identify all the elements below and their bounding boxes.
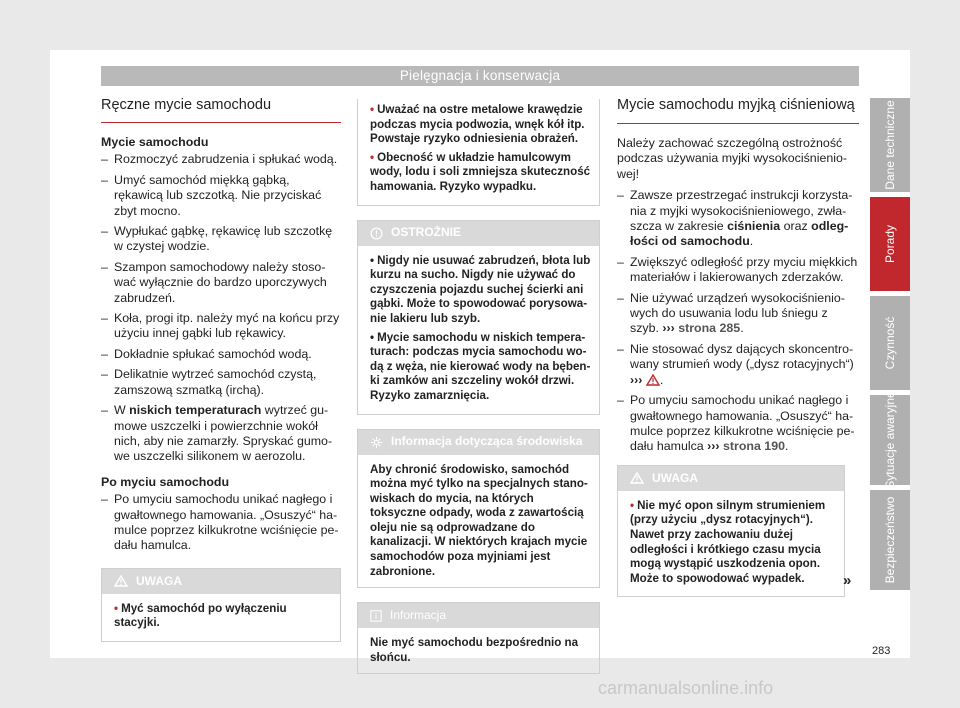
- tab-porady[interactable]: [870, 197, 910, 291]
- list-item: – Po umyciu samochodu unikać nagłego i gwałtownego hamowania. „Osuszyć“ hamulce poprzez kilkukrotne wciśnięcie pedału hamulca.: [101, 492, 341, 554]
- text-part: wytrzeć gumowe uszczelki i powierzchnie wokół nich, aby nie zamarzły. Spryskać gumowe uszczelki silikonem w aerozolu.: [114, 403, 333, 464]
- column-middle: [357, 99, 600, 674]
- caution-text: Nigdy nie usuwać zabrudzeń, błota lub kurzu na sucho. Nigdy nie używać do czyszczenia pojazdu suchej ścierki ani gąbki. Może to spowodować porysowanie lakieru lub szyb.: [370, 253, 591, 325]
- caution-circle-icon: [370, 227, 383, 240]
- list-item: [617, 188, 859, 250]
- cross-reference-arrow: ›››: [630, 372, 643, 387]
- warning-box: [101, 568, 341, 642]
- list-item: – Koła, progi itp. należy myć na końcu przy użyciu innej gąbki lub rękawicy.: [101, 311, 341, 342]
- warning-box-header: [102, 569, 340, 594]
- tab-bezpieczenstwo[interactable]: [870, 490, 910, 590]
- tab-sytuacje-awaryjne[interactable]: [870, 391, 910, 489]
- info-icon: [370, 610, 382, 622]
- list-item: – Rozmoczyć zabrudzenia i spłukać wodą.: [101, 152, 341, 167]
- continue-arrow-icon: »: [843, 572, 852, 589]
- text-part: W: [114, 403, 130, 418]
- warning-box: [617, 465, 845, 598]
- text-part: Nie używać urządzeń wysokociśnieniowych do usuwania lodu lub śniegu z szyb.: [630, 290, 845, 336]
- subheading-car-wash: Mycie samochodu: [101, 135, 209, 149]
- warning-box-body: [358, 99, 599, 205]
- tab-label: Bezpieczeństwo: [883, 496, 897, 584]
- page-reference-link[interactable]: strona 190: [719, 439, 785, 454]
- warning-triangle-icon: [114, 575, 128, 587]
- tab-dane-techniczne[interactable]: [870, 98, 910, 192]
- warning-box-continued: [357, 99, 600, 206]
- info-label: Informacja: [390, 608, 447, 623]
- warning-item: [114, 602, 332, 631]
- watermark: carmanualsonline.info: [598, 678, 774, 698]
- page-number: 283: [872, 645, 891, 657]
- environment-box-body: Aby chronić środowisko, samochód można myć tylko na specjalnych stanowiskach do mycia, na których toksyczne odpady, woda z zawartością oleju nie są odprowadzane do kanalizacji. W niektórych krajach mycie samochodów poza myjniami jest zabronione.: [370, 462, 588, 578]
- bullet-icon: •: [370, 253, 375, 267]
- warning-item: [370, 103, 591, 147]
- text-part: .: [784, 439, 789, 454]
- warning-label: UWAGA: [652, 470, 698, 485]
- warning-label: UWAGA: [136, 573, 182, 588]
- warning-box-header: [618, 466, 844, 491]
- info-box-header: [358, 603, 599, 628]
- text-part: Zawsze przestrzegać instrukcji korzystania z myjki wysokociśnieniowego, zwłaszcza w zakresie: [630, 188, 853, 234]
- bullet-icon: •: [370, 150, 375, 164]
- cross-reference-arrow: ›››: [662, 321, 675, 336]
- warning-item: [370, 151, 591, 195]
- warning-item: [630, 499, 836, 587]
- info-box: [357, 602, 600, 674]
- list-item: – Umyć samochód miękką gąbką, rękawicą lub szczotką. Nie przyciskać zbyt mocno.: [101, 173, 341, 219]
- caution-item: [370, 331, 591, 404]
- environment-box-header: [358, 430, 599, 455]
- list-item: – Zwiększyć odległość przy myciu miękkich materiałów i lakierowanych zderzaków.: [617, 255, 859, 286]
- list-item: [617, 342, 859, 388]
- text-part: .: [749, 234, 754, 249]
- warning-box-body: [618, 491, 844, 597]
- page-reference-link[interactable]: strona 285: [674, 321, 741, 336]
- after-wash-list: [101, 492, 341, 554]
- bullet-icon: •: [370, 330, 375, 344]
- warning-triangle-icon: [630, 472, 644, 484]
- list-item: – Delikatnie wytrzeć samochód czystą, zamszową szmatką (irchą).: [101, 367, 341, 398]
- subheading-after-wash: Po myciu samochodu: [101, 474, 230, 489]
- bullet-icon: •: [630, 498, 635, 512]
- wash-steps-list: [101, 152, 341, 464]
- caution-label: OSTROŻNIE: [391, 225, 462, 240]
- section-title-manual-wash: Ręczne mycie samochodu: [101, 96, 341, 123]
- caution-box-body: [358, 246, 599, 414]
- column-right: [617, 96, 859, 597]
- tab-czynnosc[interactable]: [870, 296, 910, 390]
- pressure-wash-list: [617, 188, 859, 455]
- tab-label: Dane techniczne: [883, 100, 897, 190]
- warning-text: Nie myć opon silnym strumieniem (przy użyciu „dysz rotacyjnych“). Nawet przy zachowaniu dużej odległości i krótkiego czasu mycia mogą wystąpić uszkodzenia opon. Może to spowodować wypadek.: [630, 498, 826, 585]
- intro-paragraph: Należy zachować szczególną ostrożność podczas używania myjki wysokociśnieniowej!: [617, 136, 848, 181]
- text-part: Po umyciu samochodu unikać nagłego i gwałtownego hamowania. „Osuszyć“ hamulce poprzez kilkukrotne wciśnięcie pedału hamulca: [630, 393, 855, 454]
- section-title-pressure-wash: Mycie samochodu myjką ciśnieniową: [617, 96, 859, 124]
- tab-label: Porady: [883, 224, 897, 264]
- cross-reference-arrow: ›››: [707, 439, 720, 454]
- warning-text: Obecność w układzie hamulcowym wody, lodu i soli zmniejsza skuteczność hamowania. Ryzyko wypadku.: [370, 150, 591, 193]
- warning-text: Uważać na ostre metalowe krawędzie podczas mycia podwozia, wnęk kół itp. Powstaje ryzyko odniesienia obrażeń.: [370, 103, 585, 146]
- text-emphasis: ciśnienia: [727, 219, 781, 234]
- warning-box-body: [102, 594, 340, 641]
- bullet-icon: •: [114, 601, 119, 615]
- text-part: oraz: [780, 219, 812, 234]
- info-box-body: Nie myć samochodu bezpośrednio na słońcu.: [370, 636, 579, 664]
- warning-text: Myć samochód po wyłączeniu stacyjki.: [114, 601, 287, 630]
- environment-label: Informacja dotycząca środowiska: [391, 434, 583, 449]
- list-item: – Wypłukać gąbkę, rękawicę lub szczotkę w czystej wodzie.: [101, 224, 341, 255]
- list-item: [101, 403, 341, 465]
- text-part: Nie stosować dysz dających skoncentrowany strumień wody („dysz rotacyjnych“): [630, 341, 854, 372]
- text-part: .: [740, 321, 744, 336]
- environment-box: [357, 429, 600, 589]
- tab-label: Sytuacje awaryjne: [883, 391, 897, 489]
- text-part: .: [659, 372, 664, 387]
- page-header: Pielęgnacja i konserwacja: [101, 66, 859, 86]
- caution-box-header: [358, 221, 599, 246]
- environment-leaf-icon: [370, 436, 383, 449]
- text-emphasis: odległości od samochodu: [630, 219, 849, 249]
- list-item: – Dokładnie spłukać samochód wodą.: [101, 347, 341, 362]
- bullet-icon: •: [370, 103, 375, 116]
- list-item: [617, 393, 859, 455]
- caution-text: Mycie samochodu w niskich temperaturach: podczas mycia samochodu wodą z węża, nie kierować wody na bębenki zamków ani szczeliny wokół drzwi. Ryzyko zamarznięcia.: [370, 330, 591, 402]
- tab-label: Czynność: [883, 316, 897, 370]
- text-emphasis: niskich temperaturach: [129, 403, 262, 418]
- list-item: [617, 291, 859, 337]
- caution-box: [357, 220, 600, 415]
- warning-triangle-icon[interactable]: [646, 374, 660, 386]
- caution-item: [370, 254, 591, 327]
- column-left: [101, 96, 341, 642]
- list-item: – Szampon samochodowy należy stosować wyłącznie do bardzo uporczywych zabrudzeń.: [101, 260, 341, 306]
